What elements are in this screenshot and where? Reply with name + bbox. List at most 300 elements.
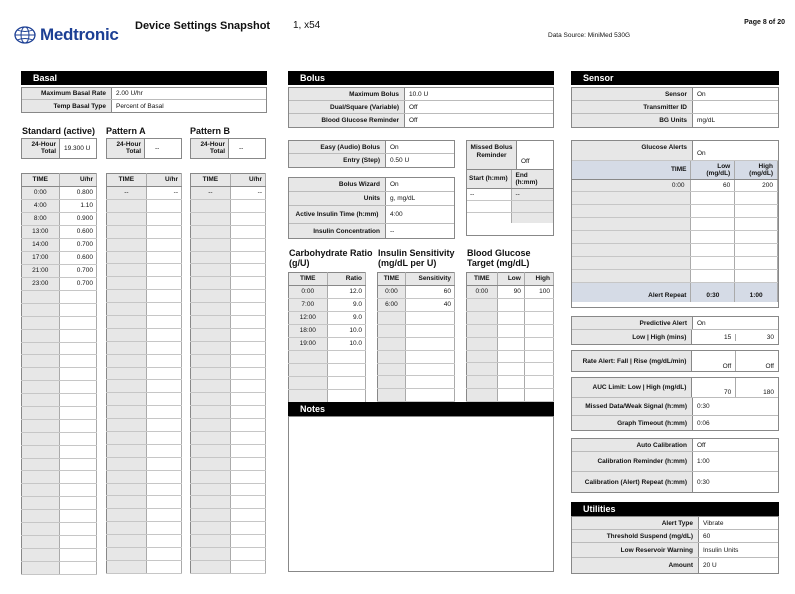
utilities-value: 60 [703,532,711,540]
glucose-alerts [571,140,779,308]
table-cell [191,341,231,354]
table-cell: 12.0 [327,286,365,299]
sensor-row [572,101,778,114]
column-header: Low [497,273,524,286]
column-header: TIME [107,174,147,187]
table-cell [191,457,231,470]
table-cell [146,535,181,548]
table-cell: 200 [735,179,778,192]
table-cell [22,303,60,316]
table-cell [146,522,181,535]
table-cell [107,432,147,445]
lowhigh-row [572,330,778,344]
table-row [467,337,554,350]
table-cell [22,407,60,420]
table-cell [59,316,97,329]
table-cell [22,445,60,458]
table-cell [22,432,60,445]
basal-row [22,100,266,112]
table-row [191,393,266,406]
basal-section-header: Basal [21,71,267,85]
table-cell [378,389,406,402]
table-row [107,225,182,238]
table-cell [146,316,181,329]
column-header: U/hr [59,174,97,187]
bolus-label: Dual/Square (Variable) [289,101,405,113]
table-row [107,406,182,419]
missed-empty-cell [511,212,553,223]
lowhigh-high-value: 30 [766,333,774,341]
glucose-alerts-value: On [697,150,706,157]
table-cell [59,484,97,497]
auc-label: AUC Limit: Low | High (mg/dL) [572,378,692,397]
basal-value: 2.00 U/hr [116,90,143,97]
table-cell [59,432,97,445]
bolus-value: Off [409,103,418,111]
table-cell [289,363,328,376]
table-row [22,484,97,497]
table-row [107,264,182,277]
bg-target-title: Blood Glucose Target (mg/dL) [467,248,531,268]
table-cell [572,231,691,244]
table-cell [146,444,181,457]
table-cell [59,419,97,432]
utilities-value: 20 U [703,562,717,569]
table-cell [467,311,498,324]
table-cell [59,497,97,510]
table-row [289,312,366,325]
table-row [191,316,266,329]
medtronic-globe-icon [14,26,36,44]
table-cell [59,471,97,484]
table-row [191,277,266,290]
table-cell [191,316,231,329]
table-cell: 23:00 [22,278,60,291]
table-cell: 17:00 [22,252,60,265]
table-cell [22,523,60,536]
table-cell [572,218,691,231]
table-cell: 0.900 [59,213,97,226]
table-row [572,269,778,282]
table-cell [146,406,181,419]
table-cell: -- [107,187,147,200]
table-cell [191,393,231,406]
table-cell [467,350,498,363]
sensor-row [572,114,778,127]
table-cell [230,341,265,354]
table-cell [107,316,147,329]
table-cell [497,337,524,350]
table-row [289,338,366,351]
table-cell [497,376,524,389]
table-row [378,286,455,299]
table-cell: 12:00 [289,312,328,325]
table-header-row [191,174,266,187]
table-cell: 0:00 [572,179,691,192]
rate-label: Rate Alert: Fall | Rise (mg/dL/min) [572,351,692,371]
sensor-value: On [697,90,706,98]
table-cell [230,496,265,509]
table-cell [191,522,231,535]
table-cell [691,243,735,256]
table-cell [230,535,265,548]
table-cell [191,496,231,509]
missed-data-row [572,398,778,416]
table-cell [107,367,147,380]
table-cell [107,393,147,406]
table-cell [22,291,60,304]
sensor-row [572,88,778,101]
table-cell [405,363,454,376]
table-row [22,497,97,510]
table-cell [691,231,735,244]
bolus-label: Blood Glucose Reminder [289,114,405,127]
table-cell [146,225,181,238]
table-cell [107,406,147,419]
table-cell [524,324,553,337]
table-row [191,200,266,213]
column-header: TIME [191,174,231,187]
table-cell [191,277,231,290]
table-cell [230,264,265,277]
table-cell [146,560,181,573]
table-cell [191,444,231,457]
wizard-value: -- [390,227,395,235]
table-cell [22,510,60,523]
table-row [22,561,97,574]
medtronic-logo [14,25,119,45]
table-row [572,256,778,269]
bolus-settings [288,87,554,128]
graph-timeout-value: 0:06 [697,419,710,427]
glucose-alerts-label: Glucose Alerts [572,141,693,160]
table-row [22,458,97,471]
rate-fall-value: Off [692,351,736,371]
alert-low-header: Low (mg/dL) [691,161,735,179]
table-row [22,548,97,561]
table-cell: 0.700 [59,239,97,252]
table-row [107,187,182,200]
bolus-row [289,88,553,101]
table-cell [230,522,265,535]
calibration-row [572,439,778,452]
table-cell [405,350,454,363]
table-row [191,290,266,303]
table-cell [146,212,181,225]
table-row [467,350,554,363]
brand-name: Medtronic [40,25,119,44]
wizard-row [289,224,454,238]
table-cell [572,269,691,282]
table-cell [735,269,778,282]
table-cell [230,277,265,290]
table-row [191,367,266,380]
missed-bolus-row [467,141,553,170]
table-header-row [467,273,554,286]
table-row [22,445,97,458]
table-cell [191,560,231,573]
table-cell [230,316,265,329]
utilities-label: Low Reservoir Warning [572,543,699,557]
table-cell [107,212,147,225]
table-row [22,226,97,239]
table-cell [230,238,265,251]
utilities-label: Amount [572,558,699,573]
table-cell [230,560,265,573]
table-cell [230,444,265,457]
sensor-section-header: Sensor [571,71,779,85]
table-cell: 19:00 [289,338,328,351]
table-cell [146,277,181,290]
table-cell [22,329,60,342]
carb-ratio-title: Carbohydrate Ratio (g/U) [289,248,373,268]
table-cell [524,363,553,376]
table-row [22,471,97,484]
table-cell [735,205,778,218]
table-cell [230,200,265,213]
table-cell [497,363,524,376]
utilities-label: Threshold Suspend (mg/dL) [572,530,699,542]
table-cell [59,303,97,316]
table-cell [146,341,181,354]
table-row [107,535,182,548]
notes-area[interactable] [288,416,554,572]
utilities-row [572,558,778,573]
table-row [107,470,182,483]
table-cell [524,350,553,363]
table-cell [59,510,97,523]
table-cell [59,523,97,536]
table-cell [191,328,231,341]
carb-ratio-table [288,272,366,403]
table-cell [230,393,265,406]
easy-bolus-value: 0.50 U [390,157,410,164]
table-cell [230,290,265,303]
table-cell: 0.700 [59,265,97,278]
table-cell [378,337,406,350]
table-cell [107,535,147,548]
table-row [22,381,97,394]
table-row [107,354,182,367]
table-cell [146,367,181,380]
table-cell [572,192,691,205]
table-cell [59,291,97,304]
table-cell [230,328,265,341]
table-cell [107,328,147,341]
table-row [191,341,266,354]
table-cell [107,496,147,509]
table-cell [378,350,406,363]
missed-empty-cell [511,200,553,212]
table-cell [191,238,231,251]
table-cell [59,535,97,548]
table-row [107,522,182,535]
table-cell [59,458,97,471]
missed-bolus-value: Off [521,158,530,165]
rate-alert-settings [571,350,779,372]
auc-row [572,378,778,398]
table-row [22,419,97,432]
pattern-a-total [106,138,182,159]
bg-target-table [466,272,554,402]
column-header: TIME [289,273,328,286]
table-cell [146,457,181,470]
easy-bolus-row [289,154,454,167]
wizard-row [289,206,454,224]
table-cell [22,535,60,548]
missed-end-header: End (h:mm) [511,170,553,188]
table-cell [107,470,147,483]
table-cell [107,264,147,277]
table-row [107,367,182,380]
table-cell: 10.0 [327,338,365,351]
table-cell [59,561,97,574]
table-row [107,496,182,509]
table-cell [107,290,147,303]
sensor-label: Transmitter ID [572,101,693,113]
table-row [22,187,97,200]
table-cell [146,200,181,213]
table-cell [691,205,735,218]
table-cell [497,311,524,324]
page-reference: 1, x54 [293,20,321,31]
table-cell [230,251,265,264]
sensor-value: mg/dL [697,117,716,124]
table-row [572,243,778,256]
missed-bolus-reminder [466,140,554,236]
table-cell: 0.600 [59,252,97,265]
table-cell [735,192,778,205]
glucose-alerts-table [572,161,778,302]
table-cell [405,389,454,402]
table-cell [191,251,231,264]
easy-bolus-label: Entry (Step) [289,154,386,167]
table-row [191,522,266,535]
alert-repeat-label: Alert Repeat [572,282,691,302]
wizard-value: 4:00 [390,211,403,218]
table-cell [497,389,524,402]
table-row [22,368,97,381]
calibration-label: Calibration (Alert) Repeat (h:mm) [572,472,693,492]
table-row [22,213,97,226]
total-value: -- [239,145,244,152]
table-cell [327,376,365,389]
missed-bolus-times [467,170,553,223]
table-cell [735,243,778,256]
table-cell: 0.600 [59,226,97,239]
table-row [572,231,778,244]
table-cell [107,225,147,238]
basal-label: Temp Basal Type [22,100,112,112]
alert-high-header: High (mg/dL) [735,161,778,179]
table-row [107,509,182,522]
missed-empty-cell [467,200,511,212]
table-cell [735,231,778,244]
basal-settings [21,87,267,113]
table-cell [107,522,147,535]
table-cell [146,264,181,277]
table-cell: -- [230,187,265,200]
bolus-value: 10.0 U [409,90,429,98]
utilities-value: Vibrate [703,519,724,527]
table-row [22,510,97,523]
table-cell [146,238,181,251]
table-header-row [22,174,97,187]
table-cell [107,277,147,290]
table-cell [22,484,60,497]
table-row [378,389,455,402]
table-cell [107,238,147,251]
utilities-section-header: Utilities [571,502,779,516]
table-row [289,351,366,364]
table-cell [524,376,553,389]
column-header: TIME [378,273,406,286]
table-cell [735,218,778,231]
table-cell [691,218,735,231]
table-cell [405,312,454,325]
table-cell [191,212,231,225]
easy-bolus-value: On [390,143,399,151]
table-row [22,265,97,278]
table-row [191,432,266,445]
table-cell [107,509,147,522]
table-cell [22,368,60,381]
table-row [22,407,97,420]
table-row [107,560,182,573]
table-row [572,205,778,218]
wizard-row [289,192,454,206]
table-cell [467,376,498,389]
predictive-alert-settings [571,316,779,345]
table-cell [497,299,524,312]
table-cell [59,381,97,394]
table-header-row [289,273,366,286]
table-row [107,212,182,225]
table-row [378,337,455,350]
table-cell [572,205,691,218]
table-cell [230,432,265,445]
calibration-value: Off [697,441,706,449]
table-cell: 0.700 [59,278,97,291]
table-cell: 10.0 [327,325,365,338]
data-source: Data Source: MiniMed 530G [548,32,631,39]
table-cell [405,376,454,389]
bolus-value: Off [409,117,418,124]
easy-bolus-settings [288,140,455,168]
table-cell [191,290,231,303]
table-cell [230,303,265,316]
table-cell [467,363,498,376]
table-row [22,303,97,316]
table-cell [22,316,60,329]
table-cell [146,251,181,264]
table-row [467,363,554,376]
table-cell [230,354,265,367]
table-cell [22,355,60,368]
utilities-value: Insulin Units [703,546,739,554]
table-cell [59,355,97,368]
table-row [22,278,97,291]
alert-time-header: TIME [572,161,691,179]
table-row [191,496,266,509]
table-cell [107,457,147,470]
table-cell [572,256,691,269]
table-row [191,354,266,367]
table-row [289,325,366,338]
table-cell [107,560,147,573]
table-row [191,238,266,251]
table-cell [107,303,147,316]
